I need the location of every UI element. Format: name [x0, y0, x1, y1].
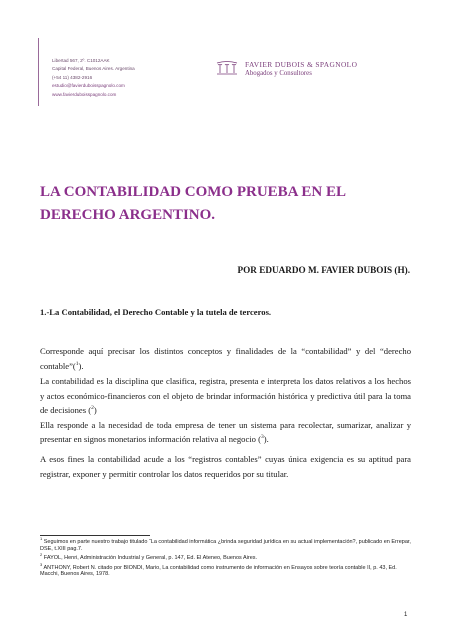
firm-name-block [245, 60, 357, 78]
phone-line: (+54 11) 4382-2916 [52, 74, 93, 80]
paragraph-1-end: ). [78, 360, 84, 371]
email-link[interactable]: estudio@favierduboisspagnolo.com [52, 83, 125, 89]
paragraph-2b-text: Ella responde a la necesidad de toda empresa de tener un sistema para recolectar, sumarizar, analizar y presentar en signos monetarios información relativa al negocio ( [40, 419, 411, 444]
paragraph-2b-end: ). [263, 434, 269, 444]
footnote-number: 2 [40, 552, 43, 558]
paragraph-2 [40, 374, 411, 447]
paragraph-2a-end: ) [93, 405, 97, 415]
page-number: 1 [404, 612, 408, 618]
footnote-number: 1 [40, 536, 43, 542]
footnote-number: 3 [40, 561, 43, 567]
website-link[interactable]: www.favierduboisspagnolo.com [52, 91, 117, 97]
footnote-text: FAYOL, Henri, Administración Industrial y General, p. 147, Ed. El Ateneo, Buenos Aires. [43, 555, 258, 562]
footnote-2 [40, 552, 412, 562]
paragraph-1-text: Corresponde aquí precisar los distintos conceptos y finalidades de la “contabilidad” y del “derecho contable”( [40, 346, 411, 371]
paragraph-1 [40, 344, 411, 373]
footnote-separator [40, 535, 150, 536]
address-line-1: Libertad 567, 2º. C1012AAK [52, 58, 110, 63]
firm-name: FAVIER DUBOIS & SPAGNOLO [245, 60, 358, 69]
footnote-ref-2[interactable]: 2 [91, 405, 94, 412]
footnote-ref-3[interactable]: 3 [260, 434, 264, 441]
author-line: POR EDUARDO M. FAVIER DUBOIS (H). [237, 265, 410, 275]
letterhead-divider [38, 38, 39, 106]
firm-subtitle: Abogados y Consultores [245, 70, 312, 77]
paragraph-3: A esos fines la contabilidad acude a los “registros contables” cuyas única exigencia es su aptitud para registrar, exponer y permitir controlar los datos requeridos por su titular. [40, 454, 411, 479]
footnote-text: ANTHONY, Robert N. citado por BIONDI, Mario, La contabilidad como instrumento de información en Ensayos sobre teoría contable II, p. 43, Ed. Macchi, Buenos Aires, 1978. [40, 564, 397, 578]
document-title: LA CONTABILIDAD COMO PRUEBA EN EL DERECHO ARGENTINO. [40, 184, 346, 223]
address-line-2: Capital Federal, Buenos Aires. Argentina [52, 66, 135, 72]
paragraph-2a-text: La contabilidad es la disciplina que clasifica, registra, presenta e interpreta los datos relativos a los hechos y actos económico-financieros con el objeto de brindar información histórica y predictiva útil para la toma de decisiones ( [40, 376, 411, 415]
footnote-ref-1[interactable]: 1 [75, 360, 79, 367]
footnotes [40, 536, 412, 581]
footnote-3 [40, 561, 412, 578]
letterhead [38, 38, 418, 108]
firm-contact-block [52, 57, 202, 99]
footnote-text: Seguimos en parte nuestro trabajo titulado “La contabilidad informática ¿brinda seguridad jurídica en su actual implementación?, publicado en Errepar, DSE, t.XIII pag.7. [40, 539, 411, 552]
footnote-1 [40, 536, 412, 552]
section-heading: 1.-La Contabilidad, el Derecho Contable y la tutela de terceros. [40, 307, 272, 317]
columns-logo-icon [216, 61, 238, 75]
